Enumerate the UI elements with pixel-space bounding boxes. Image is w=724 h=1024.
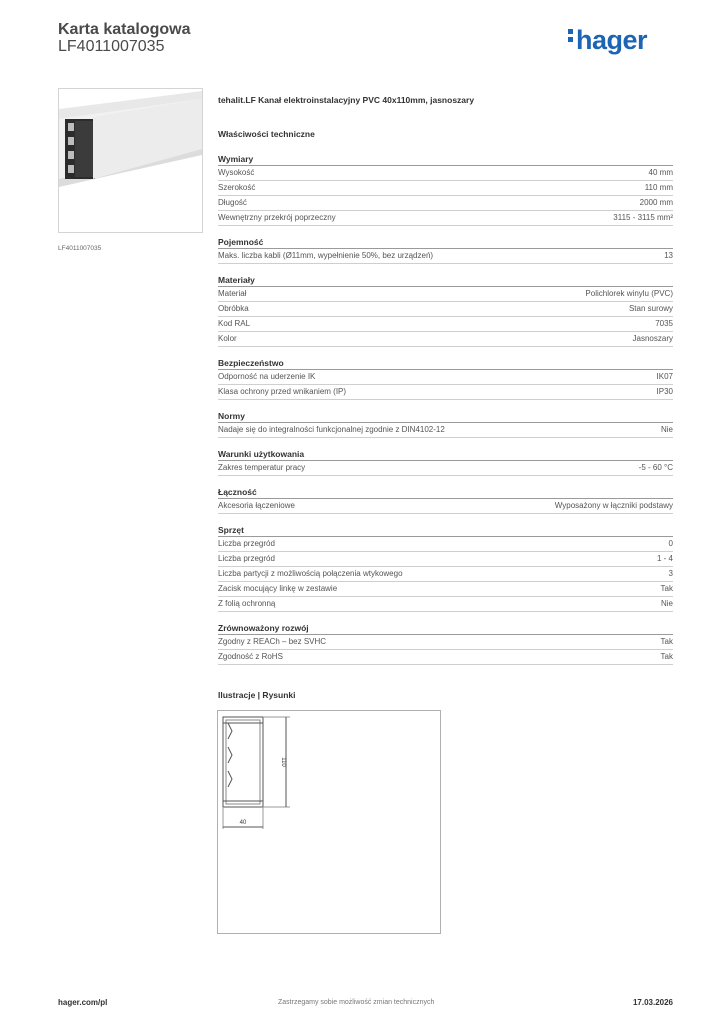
spec-value: IP30: [656, 387, 673, 396]
spec-row: [218, 249, 673, 264]
spec-label: Wysokość: [218, 168, 255, 177]
spec-value: 110 mm: [644, 183, 673, 192]
logo-colon-icon: [568, 29, 574, 45]
spec-row: [218, 635, 673, 650]
spec-label: Liczba partycji z możliwością połączenia wtykowego: [218, 569, 403, 578]
spec-section: [218, 486, 673, 514]
photo-caption: LF4011007035: [58, 245, 102, 252]
spec-row: [218, 166, 673, 181]
spec-value: 2000 mm: [639, 198, 673, 207]
section-title: Sprzęt: [218, 524, 673, 537]
spec-section: [218, 274, 673, 347]
spec-label: Wewnętrzny przekrój poprzeczny: [218, 213, 336, 222]
spec-row: [218, 287, 673, 302]
spec-content: [218, 95, 673, 665]
spec-row: [218, 423, 673, 438]
section-title: Warunki użytkowania: [218, 448, 673, 461]
spec-label: Zgodny z REACh – bez SVHC: [218, 637, 327, 646]
spec-value: 0: [668, 539, 673, 548]
spec-row: [218, 317, 673, 332]
spec-row: [218, 461, 673, 476]
document-title: Karta katalogowa: [58, 21, 191, 38]
cable-duct-photo-icon: [59, 89, 202, 232]
spec-section: [218, 236, 673, 264]
spec-label: Liczba przegród: [218, 554, 275, 563]
spec-value: 3: [668, 569, 673, 578]
technical-properties-heading: Właściwości techniczne: [218, 129, 315, 139]
spec-value: Jasnoszary: [632, 334, 673, 343]
spec-row: [218, 181, 673, 196]
section-title: Normy: [218, 410, 673, 423]
spec-value: Nie: [660, 599, 673, 608]
spec-section: [218, 410, 673, 438]
spec-label: Nadaje się do integralności funkcjonalnej zgodnie z DIN4102-12: [218, 425, 445, 434]
spec-value: 40 mm: [648, 168, 673, 177]
spec-value: Wyposażony w łączniki podstawy: [554, 501, 673, 510]
spec-row: [218, 302, 673, 317]
spec-row: [218, 650, 673, 665]
spec-section: [218, 153, 673, 226]
spec-value: 1 - 4: [656, 554, 673, 563]
spec-label: Kod RAL: [218, 319, 251, 328]
spec-label: Akcesoria łączeniowe: [218, 501, 295, 510]
spec-row: [218, 597, 673, 612]
spec-value: -5 - 60 °C: [638, 463, 673, 472]
spec-row: [218, 552, 673, 567]
hager-logo[interactable]: [568, 25, 647, 56]
spec-label: Zgodność z RoHS: [218, 652, 283, 661]
illustrations-heading: Ilustracje | Rysunki: [218, 690, 296, 700]
spec-value: Nie: [660, 425, 673, 434]
spec-section: [218, 357, 673, 400]
product-title: tehalit.LF Kanał elektroinstalacyjny PVC 40x110mm, jasnoszary: [218, 95, 475, 105]
spec-row: [218, 385, 673, 400]
spec-row: [218, 332, 673, 347]
spec-section: [218, 622, 673, 665]
footer-disclaimer: Zastrzegamy sobie możliwość zmian technicznych: [278, 999, 435, 1006]
footer-date: 17.03.2026: [632, 998, 673, 1007]
spec-value: Stan surowy: [628, 304, 673, 313]
spec-label: Odporność na uderzenie IK: [218, 372, 316, 381]
spec-label: Zakres temperatur pracy: [218, 463, 306, 472]
spec-value: 3115 - 3115 mm²: [613, 213, 673, 222]
spec-row: [218, 567, 673, 582]
spec-row: [218, 370, 673, 385]
document-product-code: LF4011007035: [58, 38, 165, 55]
section-title: Zrównoważony rozwój: [218, 622, 673, 635]
spec-row: [218, 211, 673, 226]
section-title: Łączność: [218, 486, 673, 499]
spec-row: [218, 537, 673, 552]
spec-value: 13: [664, 251, 673, 260]
section-title: Bezpieczeństwo: [218, 357, 673, 370]
spec-label: Długość: [218, 198, 247, 207]
spec-value: Tak: [660, 637, 673, 646]
spec-label: Szerokość: [218, 183, 256, 192]
spec-row: [218, 582, 673, 597]
section-title: Pojemność: [218, 236, 673, 249]
spec-value: Polichlorek winylu (PVC): [585, 289, 673, 298]
spec-row: [218, 499, 673, 514]
spec-value: 7035: [655, 319, 673, 328]
drawing-width-label: 40: [239, 820, 247, 826]
footer-website-link[interactable]: hager.com/pl: [58, 998, 108, 1007]
spec-value: Tak: [660, 584, 673, 593]
duct-cross-section-icon: [218, 711, 440, 933]
drawing-height-label: 110: [280, 757, 286, 767]
spec-label: Obróbka: [218, 304, 249, 313]
logo-text: hager: [576, 25, 648, 55]
spec-label: Liczba przegród: [218, 539, 275, 548]
spec-value: IK07: [656, 372, 673, 381]
spec-sections: [218, 153, 673, 665]
spec-value: Tak: [660, 652, 673, 661]
spec-label: Kolor: [218, 334, 237, 343]
spec-label: Klasa ochrony przed wnikaniem (IP): [218, 387, 347, 396]
spec-label: Materiał: [218, 289, 247, 298]
product-photo: [58, 88, 203, 233]
spec-section: [218, 524, 673, 612]
spec-row: [218, 196, 673, 211]
section-title: Materiały: [218, 274, 673, 287]
spec-label: Maks. liczba kabli (Ø11mm, wypełnienie 50%, bez urządzeń): [218, 251, 434, 260]
technical-drawing: [217, 710, 441, 934]
spec-label: Z folią ochronną: [218, 599, 276, 608]
spec-label: Zacisk mocujący linkę w zestawie: [218, 584, 338, 593]
spec-section: [218, 448, 673, 476]
section-title: Wymiary: [218, 153, 673, 166]
